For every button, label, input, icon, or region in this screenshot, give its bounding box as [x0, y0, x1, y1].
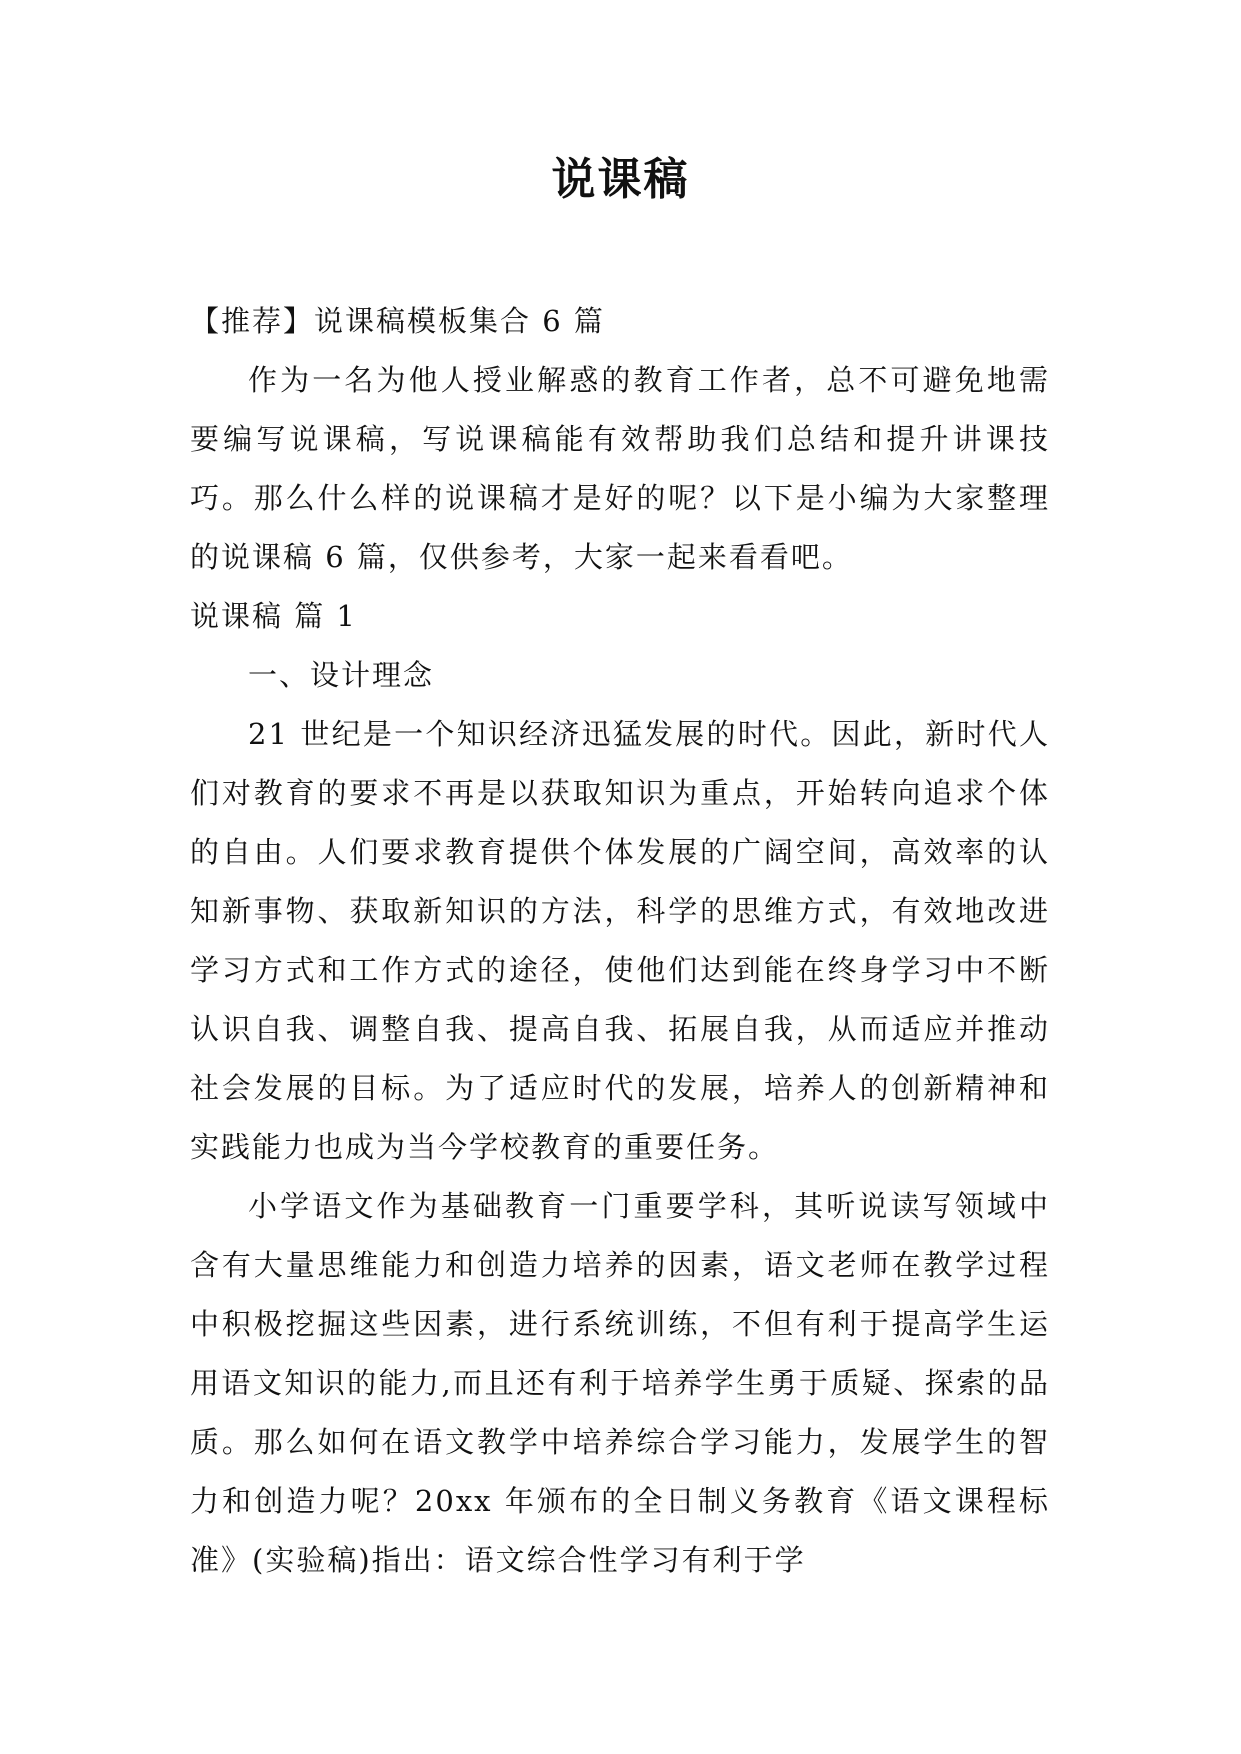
paragraph-recommend: 【推荐】说课稿模板集合 6 篇: [190, 304, 605, 338]
section-heading-1: 说课稿 篇 1: [190, 599, 357, 633]
paragraph-21st-century: 21 世纪是一个知识经济迅猛发展的时代。因此，新时代人们对教育的要求不再是以获取知识为重点，开始转向追求个体的自由。人们要求教育提供个体发展的广阔空间，高效率的认知新事物、获取新知识的方法，科学的思维方式，有效地改进学习方式和工作方式的途径，使他们达到能在终身学习中不断认识自我、调整自我、提高自我、拓展自我，从而适应并推动社会发展的目标。为了适应时代的发展，培养人的创新精神和实践能力也成为当今学校教育的重要任务。: [190, 717, 1050, 1164]
document-body: [190, 292, 1050, 1590]
subheading-design-concept: 一、设计理念: [248, 658, 435, 692]
paragraph-intro: 作为一名为他人授业解惑的教育工作者，总不可避免地需要编写说课稿，写说课稿能有效帮助我们总结和提升讲课技巧。那么什么样的说课稿才是好的呢？以下是小编为大家整理的说课稿 6 篇，仅供参考，大家一起来看看吧。: [190, 363, 1050, 574]
paragraph-primary-chinese: 小学语文作为基础教育一门重要学科，其听说读写领域中含有大量思维能力和创造力培养的因素，语文老师在教学过程中积极挖掘这些因素，进行系统训练，不但有利于提高学生运用语文知识的能力,而且还有利于培养学生勇于质疑、探索的品质。那么如何在语文教学中培养综合学习能力，发展学生的智力和创造力呢？20xx 年颁布的全日制义务教育《语文课程标准》(实验稿)指出：语文综合性学习有利于学: [190, 1189, 1050, 1577]
document-title: 说课稿: [551, 154, 690, 205]
